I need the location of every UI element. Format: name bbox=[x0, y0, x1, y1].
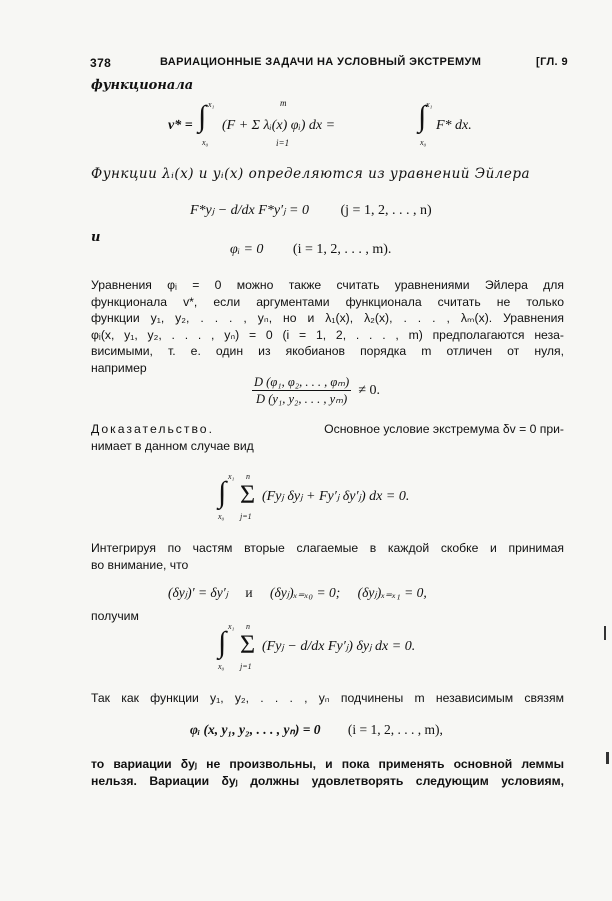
jacobian-denominator: D (y₁, y₂, . . . , yₘ) bbox=[256, 392, 348, 406]
para4-line: нельзя. Вариации δyⱼ должны удовлетворять следующим условиям, bbox=[91, 773, 564, 788]
eq7-condition: (i = 1, 2, . . . , m), bbox=[347, 722, 443, 737]
eq3-condition: (i = 1, 2, . . . , m). bbox=[292, 242, 392, 257]
para1-line: φᵢ(x, y₁, y₂, . . . , yₙ) = 0 (i = 1, 2, . . . , m) предполагаются неза- bbox=[91, 327, 564, 342]
jacobian bbox=[252, 374, 380, 407]
eq1-upper-2: x₁ bbox=[426, 100, 433, 109]
eq4-upper: x₁ bbox=[228, 472, 235, 481]
equation-5 bbox=[168, 585, 427, 601]
paragraph-3: Так как функции y₁, y₂, . . . , yₙ подчинены m независимым связям bbox=[91, 691, 564, 705]
equation-3 bbox=[230, 242, 391, 258]
sum-sign: Σ bbox=[240, 630, 256, 659]
eq4-body: (Fyⱼ δyⱼ + Fy′ⱼ δy′ⱼ) dx = 0. bbox=[262, 489, 410, 504]
eq3-formula: φᵢ = 0 bbox=[230, 242, 264, 257]
eq6-body: (Fyⱼ − d/dx Fy′ⱼ) δyⱼ dx = 0. bbox=[262, 639, 416, 654]
proof-line-2: нимает в данном случае вид bbox=[91, 438, 254, 453]
eq4-sum-top: n bbox=[246, 472, 250, 481]
para2-line: Интегрируя по частям вторые слагаемые в каждой скобке и принимая bbox=[91, 541, 564, 555]
eq6-lower: x₀ bbox=[218, 662, 225, 671]
intro-word: функционала bbox=[91, 78, 194, 93]
paragraph-2 bbox=[91, 540, 564, 573]
eq6-upper: x₁ bbox=[228, 622, 235, 631]
functions-line: Функции λᵢ(x) и yᵢ(x) определяются из уравнений Эйлера bbox=[91, 166, 531, 182]
chapter-label: [ГЛ. 9 bbox=[536, 56, 568, 68]
integral-sign: ∫ bbox=[418, 100, 427, 133]
integral-sign: ∫ bbox=[218, 476, 227, 509]
eq1-body: (F + Σ λᵢ(x) φᵢ) dx = bbox=[222, 118, 336, 133]
eq1-upper: x₁ bbox=[208, 100, 215, 109]
paragraph-4 bbox=[91, 756, 564, 789]
equation-1 bbox=[168, 98, 488, 148]
scan-mark bbox=[604, 626, 606, 640]
page-number: 378 bbox=[90, 56, 112, 70]
eq1-lower-2: x₀ bbox=[420, 138, 427, 147]
eq4-sum-bottom: j=1 bbox=[240, 512, 252, 521]
eq1-lower: x₀ bbox=[202, 138, 209, 147]
proof-word: Доказательство. bbox=[91, 422, 214, 436]
eq2-formula: F*yⱼ − d/dx F*y′ⱼ = 0 bbox=[190, 203, 309, 218]
scan-mark bbox=[606, 752, 609, 764]
eq5-b: (δyⱼ)ₓ₌ₓ₀ = 0; bbox=[270, 585, 341, 600]
obtain-word: получим bbox=[91, 609, 139, 623]
integral-sign: ∫ bbox=[218, 626, 227, 659]
equation-4 bbox=[218, 474, 478, 524]
equation-6 bbox=[218, 624, 498, 674]
eq1-sum-bottom: i=1 bbox=[276, 138, 290, 148]
eq6-sum-bottom: j=1 bbox=[240, 662, 252, 671]
para1-line: висимыми, т. е. один из якобианов порядка m отличен от нуля, bbox=[91, 344, 564, 358]
integral-sign: ∫ bbox=[198, 100, 207, 133]
jacobian-tail: ≠ 0. bbox=[358, 382, 381, 398]
conjunction: и bbox=[91, 230, 101, 245]
para1-line: функции y₁, y₂, . . . , yₙ, но и λ₁(x), λ₂(x), . . . , λₘ(x). Уравнения bbox=[91, 311, 564, 325]
para4-line: то вариации δyⱼ не произвольны, и пока применять основной леммы bbox=[91, 757, 564, 771]
eq1-lhs: v* = bbox=[168, 118, 193, 133]
equation-7 bbox=[190, 722, 443, 738]
paragraph-1 bbox=[91, 277, 564, 376]
eq6-sum-top: n bbox=[246, 622, 250, 631]
proof-paragraph bbox=[91, 421, 564, 454]
equation-2 bbox=[190, 202, 432, 219]
eq2-condition: (j = 1, 2, . . . , n) bbox=[340, 203, 432, 218]
para2-line: во внимание, что bbox=[91, 557, 189, 572]
eq1-sum-top: m bbox=[280, 98, 287, 108]
para1-line: функционала v*, если аргументами функционала считать не только bbox=[91, 294, 564, 309]
para1-line: Уравнения φᵢ = 0 можно также считать уравнениями Эйлера для bbox=[91, 278, 564, 292]
eq5-and: и bbox=[245, 585, 253, 600]
eq5-c: (δyⱼ)ₓ₌ₓ₁ = 0, bbox=[357, 585, 427, 600]
eq7-formula: φᵢ (x, y₁, y₂, . . . , yₙ) = 0 bbox=[190, 722, 321, 737]
eq5-a: (δyⱼ)′ = δy′ⱼ bbox=[168, 585, 229, 600]
eq4-lower: x₀ bbox=[218, 512, 225, 521]
sum-sign: Σ bbox=[240, 480, 256, 509]
para1-line: например bbox=[91, 360, 147, 375]
jacobian-numerator: D (φ₁, φ₂, . . . , φₘ) bbox=[254, 375, 350, 389]
running-title: ВАРИАЦИОННЫЕ ЗАДАЧИ НА УСЛОВНЫЙ ЭКСТРЕМУМ bbox=[160, 56, 482, 68]
eq1-rhs: F* dx. bbox=[436, 118, 472, 133]
proof-line-1: Основное условие экстремума δv = 0 при- bbox=[324, 422, 564, 436]
